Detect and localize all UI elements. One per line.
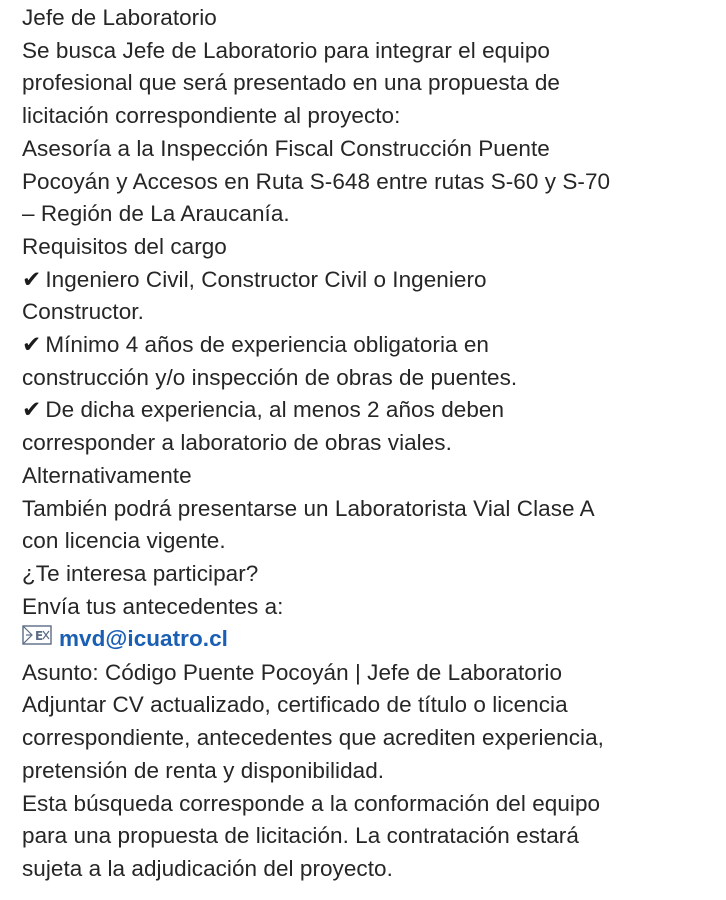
alternative-line: También podrá presentarse un Laboratorista Vial Clase A bbox=[22, 495, 595, 521]
post-title: Jefe de Laboratorio bbox=[22, 5, 217, 30]
requirement-item bbox=[22, 264, 712, 297]
send-to-label: Envía tus antecedentes a: bbox=[22, 593, 284, 619]
subject-line: Asunto: Código Puente Pocoyán | Jefe de Laboratorio bbox=[22, 659, 563, 685]
check-mark-icon: ✔ bbox=[22, 332, 42, 359]
email-row bbox=[22, 623, 712, 656]
intro-line: – Región de La Araucanía. bbox=[22, 201, 290, 227]
attach-line: Adjuntar CV actualizado, certificado de título o licencia bbox=[22, 692, 568, 718]
requirement-continuation: construcción y/o inspección de obras de puentes. bbox=[22, 364, 518, 390]
requirement-item bbox=[22, 329, 712, 362]
attach-line: pretensión de renta y disponibilidad. bbox=[22, 757, 385, 783]
intro-line: profesional que será presentado en una propuesta de bbox=[22, 70, 560, 96]
requirement-item bbox=[22, 394, 712, 427]
check-mark-icon: ✔ bbox=[22, 266, 42, 293]
intro-line: Pocoyán y Accesos en Ruta S-648 entre rutas S-60 y S-70 bbox=[22, 168, 611, 194]
intro-line: Se busca Jefe de Laboratorio para integrar el equipo bbox=[22, 37, 550, 63]
note-line: Esta búsqueda corresponde a la conformación del equipo bbox=[22, 790, 601, 816]
alternative-line: con licencia vigente. bbox=[22, 528, 226, 554]
requirement-text: Mínimo 4 años de experiencia obligatoria en bbox=[45, 332, 489, 358]
requirement-continuation: Constructor. bbox=[22, 299, 144, 325]
svg-text:E: E bbox=[35, 629, 44, 644]
intro-line: Asesoría a la Inspección Fiscal Construcción Puente bbox=[22, 135, 550, 161]
requirement-text: Ingeniero Civil, Constructor Civil o Ingeniero bbox=[45, 266, 487, 292]
note-line: sujeta a la adjudicación del proyecto. bbox=[22, 855, 393, 881]
envelope-icon bbox=[22, 622, 52, 655]
intro-line: licitación correspondiente al proyecto: bbox=[22, 103, 401, 129]
note-line: para una propuesta de licitación. La contratación estará bbox=[22, 823, 579, 849]
attach-line: correspondiente, antecedentes que acrediten experiencia, bbox=[22, 725, 604, 751]
question-text: ¿Te interesa participar? bbox=[22, 560, 259, 586]
job-post bbox=[22, 2, 712, 886]
check-mark-icon: ✔ bbox=[22, 397, 42, 424]
requirements-heading: Requisitos del cargo bbox=[22, 233, 227, 259]
requirement-text: De dicha experiencia, al menos 2 años deben bbox=[45, 397, 505, 423]
requirement-continuation: corresponder a laboratorio de obras viales. bbox=[22, 430, 452, 456]
email-link[interactable]: mvd@icuatro.cl bbox=[59, 626, 228, 652]
alternative-heading: Alternativamente bbox=[22, 462, 192, 488]
